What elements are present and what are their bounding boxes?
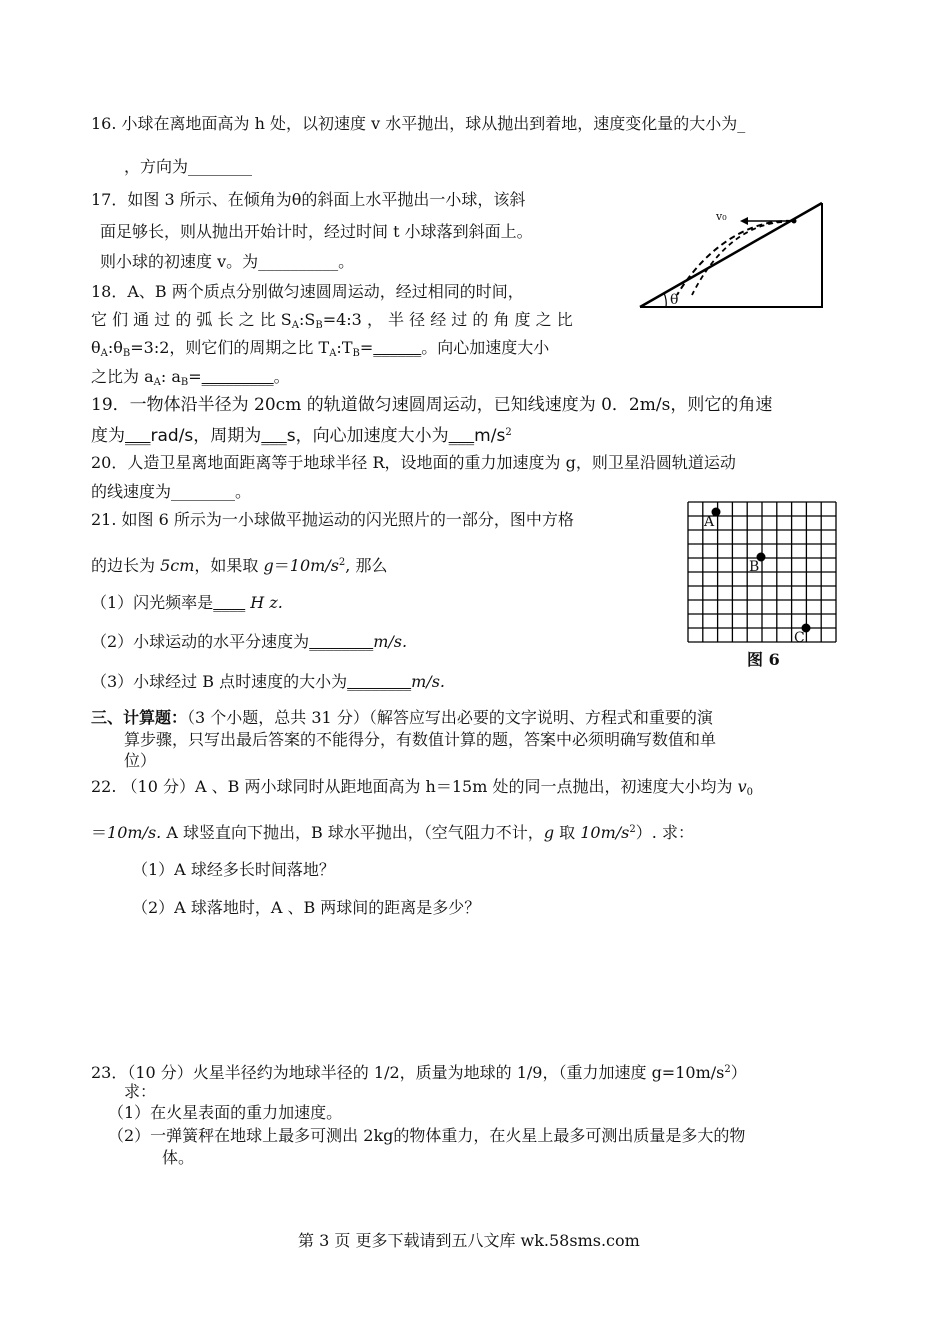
- q19-line-2: 度为___rad/s，周期为___s，向心加速度大小为$\_\_\_m/s^2$: [91, 426, 512, 446]
- page-footer: 第 3 页 更多下载请到五八文库 wk.58sms.com: [298, 1231, 640, 1250]
- q18-line-3: $\theta_A:\theta_B=3:2$，则它们的周期之比 $T_A:T_B=\_\_\_\_\_\_$。向心加速度大小: [91, 338, 550, 359]
- flash-photo-grid: [686, 500, 838, 646]
- incline-figure: [632, 195, 832, 315]
- q21-sub-2: （2）小球运动的水平分速度为________m/s.: [91, 632, 408, 651]
- q16-line-2: ，方向为________: [124, 157, 253, 176]
- v0-label: v₀: [716, 210, 727, 223]
- q23-sub-1: （1）在火星表面的重力加速度。: [108, 1103, 343, 1122]
- point-b-label: B: [749, 559, 760, 575]
- q22-sub-2: （2）A 球落地时，A 、B 两球间的距离是多少？: [132, 898, 481, 917]
- q19-line-1: 19．一物体沿半径为 20cm 的轨道做匀速圆周运动，已知线速度为 0．2m/s，则它的角速: [91, 395, 773, 415]
- q17-line-3: 则小球的初速度 v。为__________。: [100, 252, 355, 271]
- q21-line-1: 21. 如图 6 所示为一小球做平抛运动的闪光照片的一部分，图中方格: [91, 510, 574, 529]
- point-c-label: C: [794, 630, 805, 646]
- theta-label: θ: [670, 292, 679, 308]
- point-a-label: A: [704, 514, 715, 530]
- q20-line-2: 的线速度为________。: [91, 482, 252, 501]
- q22-line-2: ＝10m/s. A 球竖直向下抛出，B 球水平抛出，（空气阻力不计，g 取 $10m/s^2$）. 求：: [91, 823, 694, 842]
- section-3-line-2: 算步骤，只写出最后答案的不能得分，有数值计算的题，答案中必须明确写数值和单: [124, 730, 717, 749]
- q21-sub-3: （3）小球经过 B 点时速度的大小为________m/s.: [91, 672, 445, 691]
- section-3-line-3: 位）: [124, 751, 157, 770]
- q17-line-2: 面足够长，则从抛出开始计时，经过时间 t 小球落到斜面上。: [100, 222, 533, 241]
- q17-line-1: 17．如图 3 所示、在倾角为θ的斜面上水平抛出一小球，该斜: [91, 190, 526, 209]
- q23-sub-2-line-1: （2）一弹簧秤在地球上最多可测出 2kg的物体重力，在火星上最多可测出质量是多大的物: [108, 1126, 746, 1145]
- q23-line-1: 23．（10 分）火星半径约为地球半径的 1/2，质量为地球的 1/9，（重力加速度 $g=10m/s^2$）: [91, 1063, 747, 1082]
- q18-line-1: 18．A、B 两个质点分别做匀速圆周运动，经过相同的时间，: [91, 282, 524, 301]
- q23-line-2: 求：: [124, 1082, 157, 1101]
- figure-6-caption: 图 6: [747, 650, 780, 669]
- q21-sub-1: （1）闪光频率是____ H z.: [91, 593, 283, 612]
- q22-line-1: 22. （10 分）A 、B 两小球同时从距地面高为 h＝15m 处的同一点抛出，初速度大小均为 $v_0$: [91, 777, 753, 798]
- q21-line-2: 的边长为 5cm，如果取 $g=10m/s^2$, 那么: [91, 556, 388, 575]
- q16-line-1: 16. 小球在离地面高为 h 处，以初速度 v 水平抛出，球从抛出到着地，速度变化量的大小为_: [91, 114, 746, 133]
- q18-line-4: 之比为 $a_A$: $a_B=\_\_\_\_\_\_\_\_\_$。: [91, 367, 290, 388]
- q18-line-2: 它 们 通 过 的 弧 长 之 比 $S_A:S_B=4:3$ ， 半 径 经 过 的 角 度 之 比: [91, 310, 573, 331]
- section-3-line-1: 三、计算题：（3 个小题，总共 31 分）（解答应写出必要的文字说明、方程式和重要的演: [91, 708, 713, 727]
- q20-line-1: 20．人造卫星离地面距离等于地球半径 R，设地面的重力加速度为 g，则卫星沿圆轨道运动: [91, 453, 736, 472]
- q22-sub-1: （1）A 球经多长时间落地？: [132, 860, 335, 879]
- q23-sub-2-line-2: 体。: [162, 1148, 195, 1167]
